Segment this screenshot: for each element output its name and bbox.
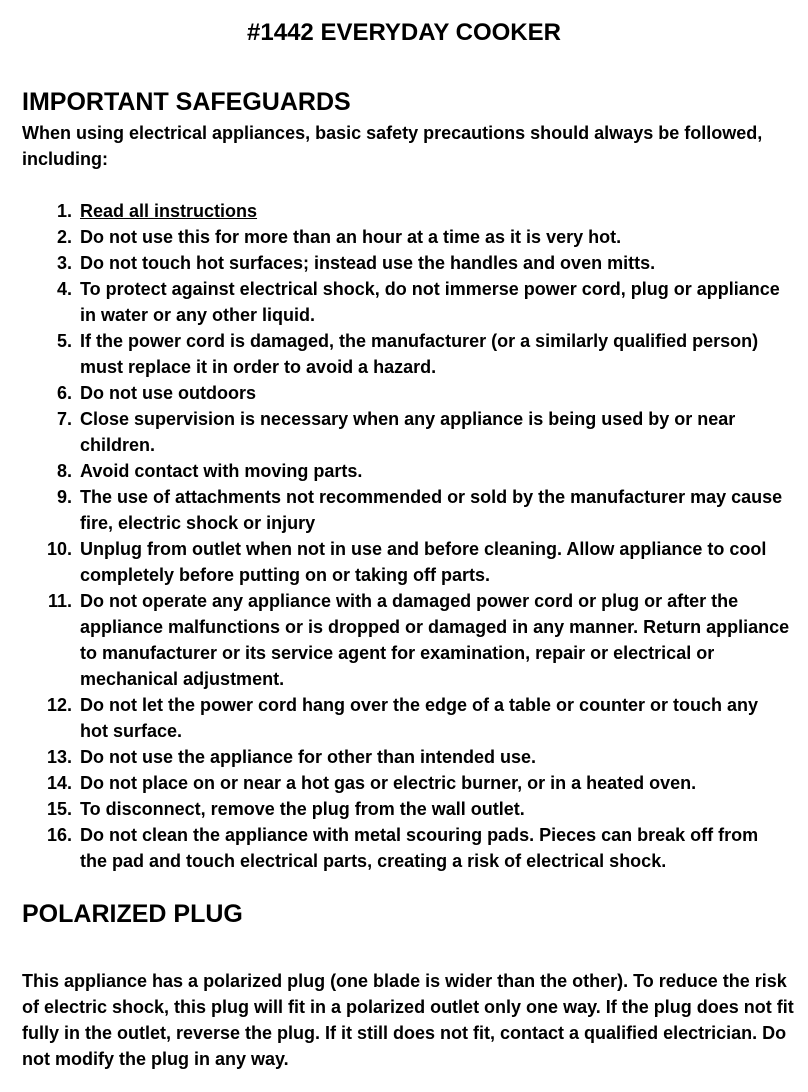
list-item-text: Do not touch hot surfaces; instead use the handles and oven mitts. xyxy=(80,253,656,273)
list-item-text: Do not use the appliance for other than intended use. xyxy=(80,747,537,767)
list-item-number: 14. xyxy=(46,773,72,793)
list-item-number: 9. xyxy=(56,487,72,507)
list-item-text: To protect against electrical shock, do not immerse power cord, plug or appliance in water or any other liquid. xyxy=(80,279,780,325)
list-item-text: The use of attachments not recommended or sold by the manufacturer may cause fire, electric shock or injury xyxy=(80,487,783,533)
list-item xyxy=(0,406,790,458)
safeguards-heading: IMPORTANT SAFEGUARDS xyxy=(22,88,351,116)
list-item xyxy=(0,224,790,250)
list-item-text: Avoid contact with moving parts. xyxy=(80,461,363,481)
list-item xyxy=(0,380,790,406)
list-item-text: Do not clean the appliance with metal scouring pads. Pieces can break off from the pad and touch electrical parts, creating a risk of electrical shock. xyxy=(80,825,759,871)
list-item-number: 1. xyxy=(56,201,72,221)
list-item-text: Do not operate any appliance with a damaged power cord or plug or after the appliance malfunctions or is dropped or damaged in any manner. Return appliance to manufacturer or its service agent for examination, repair or electrical or mechanical adjustment. xyxy=(80,591,790,689)
list-item xyxy=(0,484,790,536)
list-item xyxy=(0,770,790,796)
list-item xyxy=(0,692,790,744)
list-item xyxy=(0,250,790,276)
list-item-number: 6. xyxy=(56,383,72,403)
list-item-text: Do not let the power cord hang over the edge of a table or counter or touch any hot surface. xyxy=(80,695,759,741)
list-item-text: Do not place on or near a hot gas or electric burner, or in a heated oven. xyxy=(80,773,697,793)
polarized-plug-heading: POLARIZED PLUG xyxy=(22,900,243,928)
list-item xyxy=(0,458,790,484)
list-item-text: Read all instructions xyxy=(80,201,258,221)
list-item-number: 5. xyxy=(56,331,72,351)
list-item xyxy=(0,328,790,380)
list-item-number: 12. xyxy=(46,695,72,715)
list-item-number: 8. xyxy=(56,461,72,481)
list-item xyxy=(0,796,790,822)
list-item-number: 7. xyxy=(56,409,72,429)
document-title: #1442 EVERYDAY COOKER xyxy=(247,19,561,46)
list-item-text: Do not use this for more than an hour at a time as it is very hot. xyxy=(80,227,622,247)
safeguards-intro: When using electrical appliances, basic safety precautions should always be followed, including: xyxy=(22,123,763,169)
list-item-text: Unplug from outlet when not in use and before cleaning. Allow appliance to cool completely before putting on or taking off parts. xyxy=(80,539,767,585)
list-item xyxy=(0,276,790,328)
list-item-number: 16. xyxy=(46,825,72,845)
list-item-number: 11. xyxy=(47,591,72,611)
list-item-text: If the power cord is damaged, the manufacturer (or a similarly qualified person) must replace it in order to avoid a hazard. xyxy=(80,331,759,377)
list-item-text: Close supervision is necessary when any appliance is being used by or near children. xyxy=(80,409,736,455)
safeguards-list xyxy=(0,198,808,874)
list-item-number: 13. xyxy=(46,747,72,767)
list-item xyxy=(0,822,790,874)
list-item-number: 4. xyxy=(56,279,72,299)
list-item-number: 3. xyxy=(56,253,72,273)
list-item xyxy=(0,744,790,770)
list-item-number: 15. xyxy=(46,799,72,819)
list-item xyxy=(0,536,790,588)
list-item xyxy=(0,588,790,692)
list-item-number: 2. xyxy=(56,227,72,247)
list-item xyxy=(0,198,790,224)
polarized-plug-text: This appliance has a polarized plug (one blade is wider than the other). To reduce the risk of electric shock, this plug will fit in a polarized outlet only one way. If the plug does not fit fully in the outlet, reverse the plug. If it still does not fit, contact a qualified electrician. Do not modify the plug in any way. xyxy=(22,971,794,1069)
list-item-text: Do not use outdoors xyxy=(80,383,256,403)
list-item-text: To disconnect, remove the plug from the wall outlet. xyxy=(80,799,525,819)
list-item-number: 10. xyxy=(46,539,72,559)
